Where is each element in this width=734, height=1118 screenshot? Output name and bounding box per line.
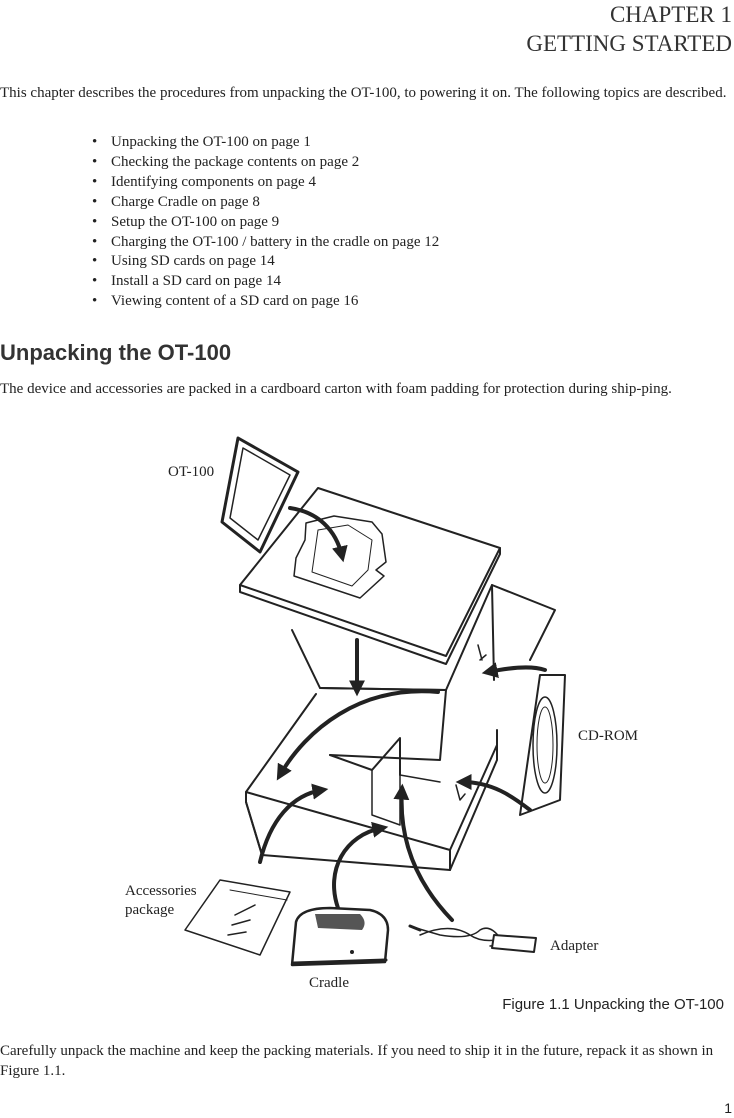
topic-item: • Charging the OT-100 / battery in the cradle on page 12 bbox=[90, 233, 439, 253]
adapter-drawing bbox=[410, 926, 536, 952]
intro-paragraph: This chapter describes the procedures from unpacking the OT-100, to powering it on. The following topics are described. bbox=[0, 85, 727, 101]
figure-caption: Figure 1.1 Unpacking the OT-100 bbox=[502, 996, 724, 1013]
cdrom-drawing bbox=[520, 675, 565, 815]
section-heading: Unpacking the OT-100 bbox=[0, 340, 232, 365]
page-number: 1 bbox=[724, 1100, 732, 1116]
topic-item: • Identifying components on page 4 bbox=[90, 173, 439, 193]
label-cdrom: CD-ROM bbox=[578, 728, 639, 744]
topic-item: • Viewing content of a SD card on page 16 bbox=[90, 292, 439, 312]
topic-item: • Using SD cards on page 14 bbox=[90, 252, 439, 272]
cradle-drawing bbox=[292, 908, 388, 965]
section-paragraph: The device and accessories are packed in a cardboard carton with foam padding for protection during ship-ping. bbox=[0, 381, 672, 397]
topic-item: • Setup the OT-100 on page 9 bbox=[90, 213, 439, 233]
label-accessories: Accessories package bbox=[125, 883, 197, 918]
closing-paragraph: Carefully unpack the machine and keep the packing materials. If you need to ship it in the future, repack it as shown in Figure 1.1. bbox=[0, 1043, 714, 1079]
topic-item: • Checking the package contents on page 2 bbox=[90, 153, 439, 173]
label-ot100: OT-100 bbox=[168, 464, 215, 480]
topic-list bbox=[90, 133, 439, 312]
topic-item: • Unpacking the OT-100 on page 1 bbox=[90, 133, 439, 153]
topic-item: • Install a SD card on page 14 bbox=[90, 272, 439, 292]
label-cradle: Cradle bbox=[309, 975, 349, 991]
unpacking-illustration bbox=[0, 430, 734, 1000]
chapter-heading bbox=[526, 0, 732, 58]
topic-item: • Charge Cradle on page 8 bbox=[90, 193, 439, 213]
chapter-number: CHAPTER 1 bbox=[609, 2, 732, 27]
unpacking-figure bbox=[0, 430, 734, 1000]
label-adapter: Adapter bbox=[550, 938, 599, 954]
chapter-title: GETTING STARTED bbox=[526, 31, 732, 56]
